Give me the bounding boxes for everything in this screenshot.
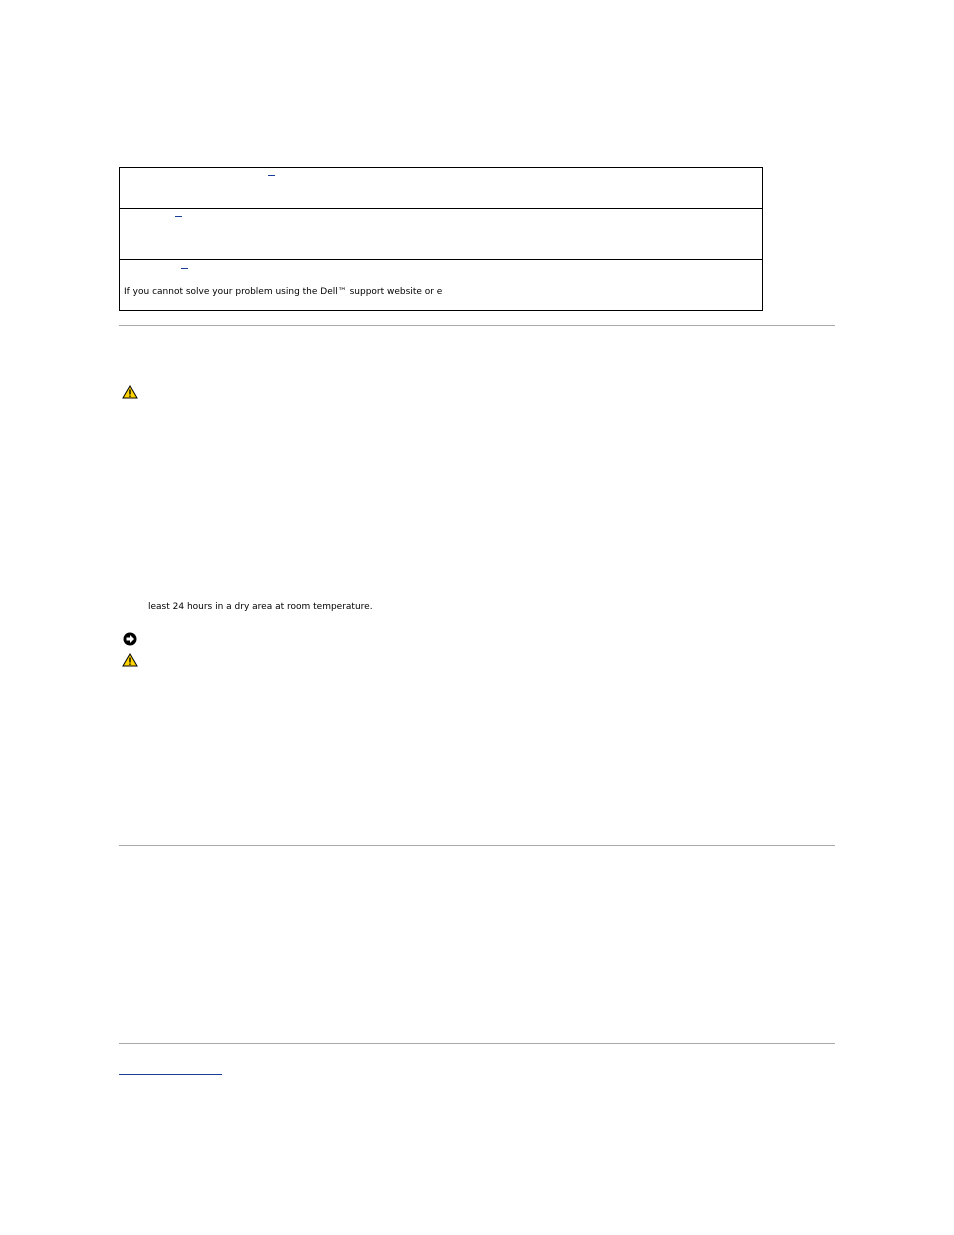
table-cell xyxy=(120,209,763,260)
row-link-2[interactable] xyxy=(175,209,182,219)
caution-icon xyxy=(122,652,138,666)
support-options-table xyxy=(119,167,763,311)
caution-icon xyxy=(122,384,138,398)
section-divider xyxy=(119,845,835,846)
row-link-3[interactable] xyxy=(181,261,188,271)
table-row xyxy=(120,168,763,209)
table-cell xyxy=(120,260,763,311)
table-cell xyxy=(120,168,763,209)
body-text: least 24 hours in a dry area at room temperature. xyxy=(148,602,373,612)
row-link-1[interactable] xyxy=(268,168,275,178)
notice-icon xyxy=(123,631,137,645)
section-divider xyxy=(119,325,835,326)
table-row xyxy=(120,209,763,260)
table-row xyxy=(120,260,763,311)
support-text: If you cannot solve your problem using the Dell™ support website or e xyxy=(124,287,443,297)
section-divider xyxy=(119,1043,835,1044)
back-to-contents-link[interactable] xyxy=(119,1064,222,1075)
